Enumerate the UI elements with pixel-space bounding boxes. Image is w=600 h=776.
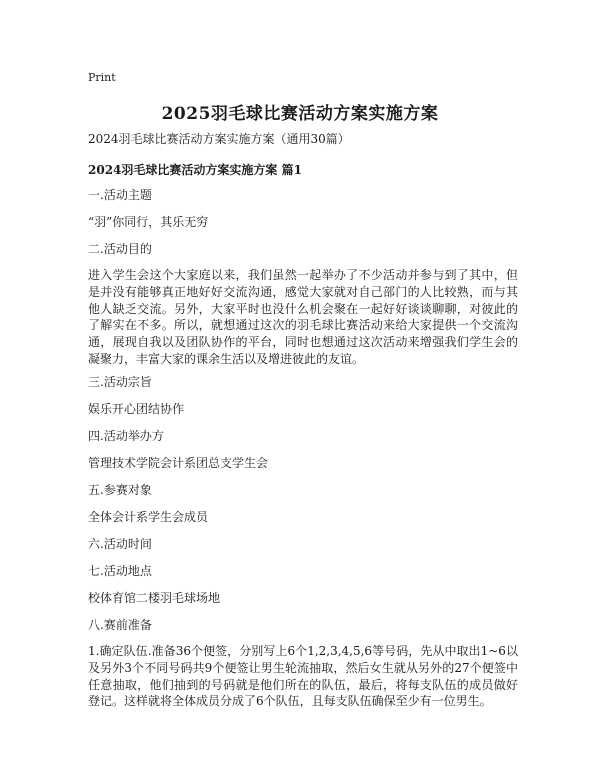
purpose-paragraph: 进入学生会这个大家庭以来，我们虽然一起举办了不少活动并参与到了其中，但是并没有能够真正地好好交流沟通，感觉大家就对自己部门的人比较熟，而与其他人缺乏交流。另外，大家平时也没什么机会聚在一起好好谈谈聊聊，对彼此的了解实在不多。所以，就想通过这次的羽毛球比赛活动来给大家提供一个交流沟通，展现自我以及团队协作的平台，同时也想通过这次活动来增强我们学生会的凝聚力，丰富大家的课余生活以及增进彼此的友谊。 [88, 268, 518, 366]
preparation-paragraph: 1.确定队伍.准备36个便签，分别写上6个1,2,3,4,5,6等号码，先从中取出1~6以及另外3个不同号码共9个便签让男生轮流抽取，然后女生就从另外的27个便签中任意抽取，他们抽到的号码就是他们所在的队伍，最后，将每支队伍的成员做好登记。这样就将全体成员分成了6个队伍，且每支队伍确保至少有一位男生。 [88, 644, 518, 709]
aim-text: 娱乐开心团结协作 [88, 402, 185, 416]
location-text: 校体育馆二楼羽毛球场地 [88, 591, 221, 605]
print-link[interactable]: Print [88, 71, 116, 84]
section-heading-purpose: 二.活动目的 [88, 242, 152, 256]
organizer-text: 管理技术学院会计系团总支学生会 [88, 456, 269, 470]
article-heading: 2024羽毛球比赛活动方案实施方案 篇1 [88, 163, 302, 177]
section-heading-time: 六.活动时间 [88, 537, 152, 551]
section-heading-preparation: 八.赛前准备 [88, 618, 152, 632]
section-heading-location: 七.活动地点 [88, 564, 152, 578]
document-subtitle: 2024羽毛球比赛活动方案实施方案（通用30篇） [88, 132, 350, 146]
section-heading-participants: 五.参赛对象 [88, 483, 152, 497]
theme-text: “羽”你同行，其乐无穷 [88, 215, 209, 229]
page-title: 2025羽毛球比赛活动方案实施方案 [161, 104, 439, 124]
section-heading-theme: 一.活动主题 [88, 188, 152, 202]
section-heading-aim: 三.活动宗旨 [88, 375, 152, 389]
section-heading-organizer: 四.活动举办方 [88, 429, 164, 443]
participants-text: 全体会计系学生会成员 [88, 510, 209, 524]
